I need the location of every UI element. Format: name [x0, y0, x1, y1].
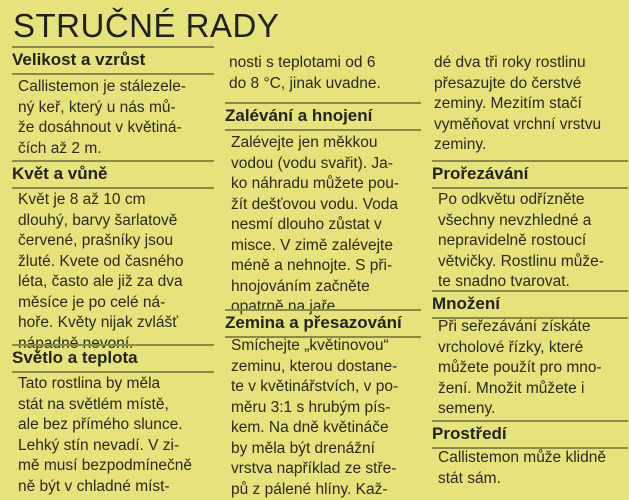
text-line: žluté. Kvete od časného [18, 252, 184, 270]
heading-prostredi: Prostředí [432, 420, 628, 445]
text-line: ně být v chladné míst- [18, 477, 170, 495]
text-svetlo [18, 374, 210, 497]
text-line: vrstva například ze stře- [231, 460, 397, 477]
text-line: léta, často ale již za dva [18, 273, 183, 290]
text-line: Při seřezávání získáte [438, 318, 591, 335]
heading-zemina: Zemina a přesazování [225, 309, 421, 334]
text-prostredi [438, 448, 624, 489]
text-zemina-continued [434, 53, 624, 156]
text-line: vyměňovat vrchní vrstvu [434, 115, 602, 133]
text-line: dé dva tři roky rostlinu [434, 54, 586, 71]
text-velikost [18, 77, 210, 159]
text-line: te snadno tvarovat. [438, 273, 570, 290]
text-line: ný keř, který u nás mů- [18, 98, 176, 116]
text-line: ko náhradu můžete pou- [231, 175, 400, 192]
text-line: semeny. [438, 400, 496, 417]
text-line: do 8 °C, jinak uvadne. [229, 74, 381, 92]
text-line: Po odkvětu odřízněte [438, 191, 585, 208]
text-line: větvičky. Rostlinu může- [438, 252, 604, 270]
text-line: červené, prašníky jsou [18, 232, 174, 249]
heading-svetlo: Světlo a teplota [12, 344, 214, 369]
text-line: nepravidelně rostoucí [438, 232, 587, 249]
text-mnozeni [438, 317, 624, 420]
heading-velikost: Velikost a vzrůst [12, 46, 214, 71]
text-line: nosti s teplotami od 6 [229, 54, 376, 71]
page-title: STRUČNÉ RADY [13, 7, 280, 44]
text-line: žít dešťovou vodu. Voda [231, 195, 398, 213]
text-line: čích až 2 m. [18, 139, 102, 157]
text-line: měsíce je po celé ná- [18, 293, 166, 311]
text-line: Smíchejte „květinovou“ [231, 337, 389, 354]
text-line: opatrně na jaře. [231, 298, 340, 315]
text-line: zeminy. [434, 136, 487, 153]
text-line: pů z pálené hlíny. Kaž- [231, 480, 388, 498]
text-line: by měla být drenážní [231, 439, 375, 457]
text-line: všechny nevzhledné a [438, 211, 592, 229]
text-zemina [231, 336, 417, 500]
text-line: méně a nehnojte. S při- [231, 257, 393, 274]
text-line: mě musí bezpodmínečně [18, 457, 193, 474]
text-line: zeminu, kterou dostane- [231, 357, 398, 375]
text-line: Callistemon je stálezele- [18, 78, 186, 95]
text-line: te v květinářstvích, v po- [231, 378, 399, 395]
heading-prorezavani: Prořezávání [432, 160, 628, 185]
text-line: hoře. Květy nijak zvlášť [18, 314, 179, 331]
text-line: misce. V zimě zalévejte [231, 236, 393, 254]
text-line: stát na světlém místě, [18, 395, 169, 413]
text-kvet [18, 190, 210, 354]
text-line: můžete použít pro mno- [438, 359, 602, 376]
heading-zalevani: Zalévání a hnojení [225, 102, 421, 127]
text-line: nápadně nevoní. [18, 334, 134, 352]
text-line: Callistemon může klidně [438, 449, 606, 466]
text-line: zeminy. Mezitím stačí [434, 95, 582, 112]
text-line: hnojováním začněte [231, 277, 370, 295]
text-prorezavani [438, 190, 624, 293]
text-svetlo-continued [229, 53, 417, 94]
text-line: dlouhý, barvy šarlatově [18, 211, 178, 229]
text-line: stát sám. [438, 469, 501, 487]
heading-kvet: Květ a vůně [12, 160, 214, 185]
text-zalevani [231, 133, 417, 318]
text-line: nesmí dlouho zůstat v [231, 216, 382, 233]
text-line: Lehký stín nevadí. V zi- [18, 436, 180, 454]
text-line: Květ je 8 až 10 cm [18, 191, 146, 208]
text-line: Tato rostlina by měla [18, 375, 161, 392]
text-line: přesazujte do čerstvé [434, 74, 582, 92]
text-line: vodou (vodu svařit). Ja- [231, 154, 393, 172]
text-line: ale bez přímého slunce. [18, 416, 183, 433]
heading-mnozeni: Množení [432, 290, 628, 315]
text-line: vrcholové řízky, které [438, 338, 584, 356]
text-line: Zalévejte jen měkkou [231, 134, 378, 151]
text-line: žení. Množit můžete i [438, 379, 585, 397]
text-line: že dosáhnout v květiná- [18, 119, 182, 136]
text-line: měru 3:1 s hrubým pís- [231, 398, 391, 416]
text-line: kem. Na dně květináče [231, 419, 389, 436]
